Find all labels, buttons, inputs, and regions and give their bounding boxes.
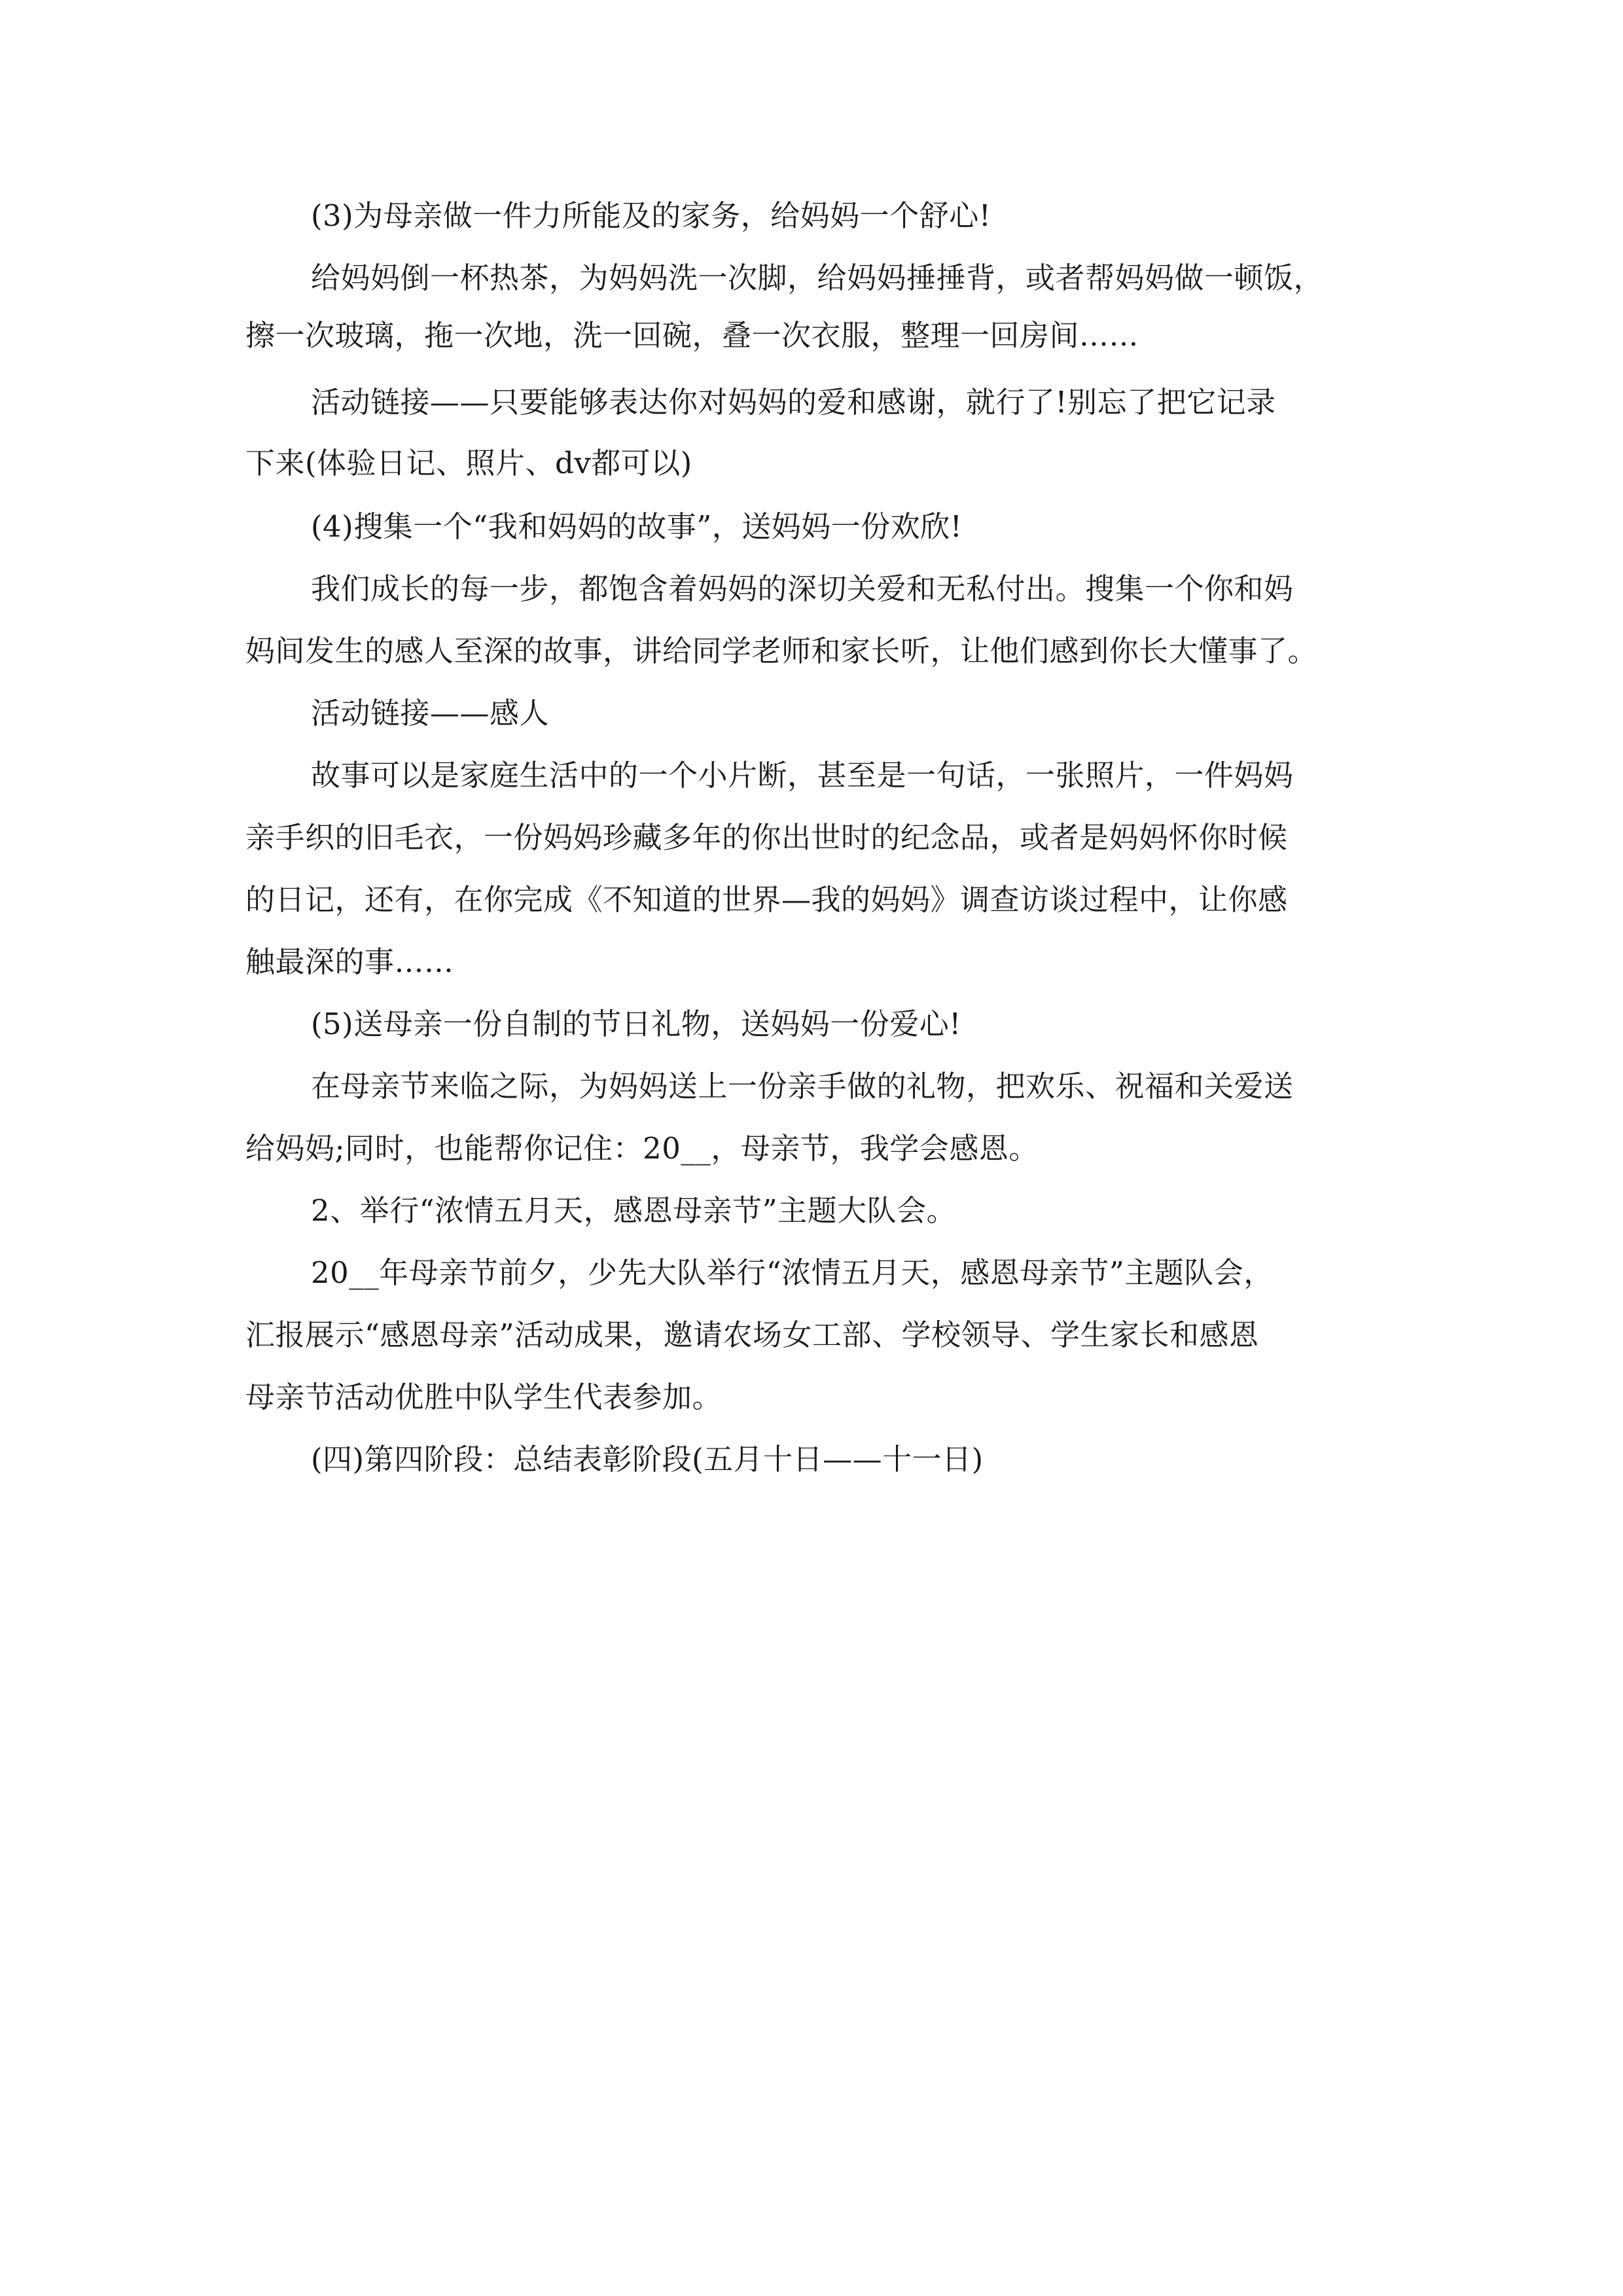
paragraph-line-11: 亲手织的旧毛衣，一份妈妈珍藏多年的你出世时的纪念品，或者是妈妈怀你时候: [245, 820, 1288, 855]
paragraph-line-14: (5)送母亲一份自制的节日礼物，送妈妈一份爱心!: [311, 1007, 961, 1041]
paragraph-line-13: 触最深的事……: [245, 944, 454, 979]
paragraph-line-19: 汇报展示“感恩母亲”活动成果，邀请农场女工部、学校领导、学生家长和感恩: [245, 1318, 1259, 1352]
paragraph-line-7: 我们成长的每一步，都饱含着妈妈的深切关爱和无私付出。搜集一个你和妈: [311, 571, 1294, 606]
paragraph-line-6: (4)搜集一个“我和妈妈的故事”，送妈妈一份欢欣!: [311, 509, 963, 544]
paragraph-line-5: 下来(体验日记、照片、dv都可以): [245, 446, 692, 480]
paragraph-line-15: 在母亲节来临之际，为妈妈送上一份亲手做的礼物，把欢乐、祝福和关爱送: [311, 1069, 1294, 1103]
paragraph-line-21: (四)第四阶段：总结表彰阶段(五月十日——十一日): [311, 1442, 984, 1477]
paragraph-line-9: 活动链接——感人: [311, 696, 550, 730]
paragraph-line-1: (3)为母亲做一件力所能及的家务，给妈妈一个舒心!: [311, 198, 991, 233]
paragraph-line-20: 母亲节活动优胜中队学生代表参加。: [245, 1380, 722, 1414]
paragraph-line-2: 给妈妈倒一杯热茶，为妈妈洗一次脚，给妈妈捶捶背，或者帮妈妈做一顿饭，: [311, 260, 1324, 295]
paragraph-line-17: 2、举行“浓情五月天，感恩母亲节”主题大队会。: [311, 1193, 957, 1228]
paragraph-line-8: 妈间发生的感人至深的故事，讲给同学老师和家长听，让他们感到你长大懂事了。: [245, 634, 1318, 668]
paragraph-line-16: 给妈妈;同时，也能帮你记住：20__，母亲节，我学会感恩。: [245, 1131, 1039, 1166]
paragraph-line-3: 擦一次玻璃，拖一次地，洗一回碗，叠一次衣服，整理一回房间……: [245, 318, 1139, 353]
paragraph-line-10: 故事可以是家庭生活中的一个小片断，甚至是一句话，一张照片，一件妈妈: [311, 758, 1294, 793]
paragraph-line-18: 20__年母亲节前夕，少先大队举行“浓情五月天，感恩母亲节”主题队会，: [311, 1255, 1274, 1290]
paragraph-line-4: 活动链接——只要能够表达你对妈妈的爱和感谢，就行了!别忘了把它记录: [311, 385, 1276, 420]
paragraph-line-12: 的日记，还有，在你完成《不知道的世界—我的妈妈》调查访谈过程中，让你感: [245, 882, 1288, 917]
